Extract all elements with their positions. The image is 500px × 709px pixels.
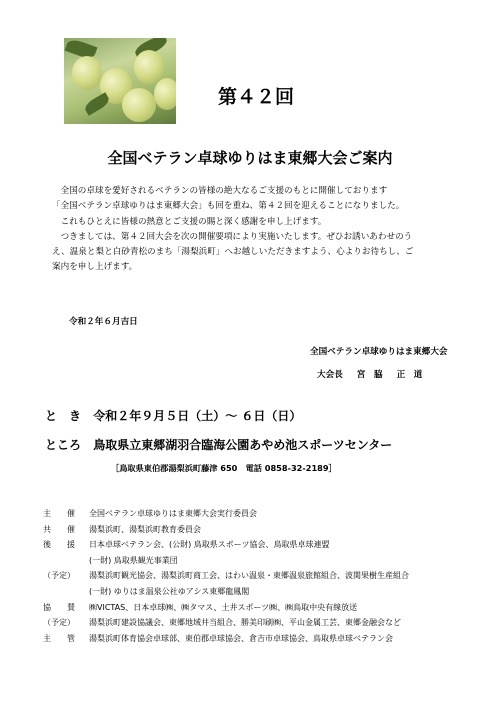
info-label: （予定） <box>43 618 75 628</box>
info-row <box>43 568 409 584</box>
sender-president <box>317 368 422 380</box>
info-label <box>43 553 89 569</box>
organizer-info <box>43 506 409 646</box>
info-label: 主 管 <box>43 633 75 643</box>
page-title: 全国ベテラン卓球ゆりはま東郷大会ご案内 <box>107 149 393 167</box>
where-label: ところ <box>45 438 82 452</box>
info-text: 湯梨浜町建設協議会、東郷地域井当組合、勝美印刷㈱、平山金属工芸、東郷金融会など <box>89 618 401 628</box>
info-text: (一財) 鳥取県観光事業団 <box>89 555 178 565</box>
intro-line: これもひとえに皆様の熱意とご支援の賜と深く感謝を申し上げます。 <box>52 216 327 227</box>
info-text: 湯梨浜町体育協会卓球部、東伯郡卓球協会、倉吉市卓球協会、鳥取県卓球ベテラン会 <box>89 633 393 643</box>
info-label: 協 賛 <box>43 602 75 612</box>
edition-heading: 第４２回 <box>218 86 295 108</box>
intro-line: 全国の卓球を愛好されるベテランの皆様の絶大なるご支援のもとに開催しております <box>52 186 388 196</box>
pear-photo <box>64 38 176 124</box>
venue-address: ［鳥取県東伯郡湯梨浜町藤津 650 電話 0858-32-2189］ <box>111 463 337 473</box>
when-value: 令和２年９月５日（土）～ ６日（日） <box>93 409 302 423</box>
president-given-name: 正 道 <box>396 370 423 380</box>
info-label: 後 援 <box>43 540 75 550</box>
info-text: ㈱VICTAS、日本卓球㈱、㈱タマス、土井スポーツ㈱、㈱鳥取中央有線放送 <box>89 602 358 612</box>
event-where <box>45 436 392 453</box>
info-row <box>43 600 409 616</box>
info-text: 湯梨浜町観光協会、湯梨浜町商工会、はわい温泉・東郷温泉旅館組合、波関果樹生産組合 <box>89 571 409 581</box>
president-family-name: 宮 脇 <box>356 370 383 380</box>
intro-text <box>52 184 477 276</box>
info-label: 主 催 <box>43 509 75 518</box>
info-label: （予定） <box>43 571 75 581</box>
event-when <box>45 407 301 424</box>
info-row <box>43 553 409 569</box>
info-text: 湯梨浜町、湯梨浜町教育委員会 <box>89 524 201 534</box>
info-row <box>43 584 409 600</box>
info-label <box>43 584 89 600</box>
intro-line: え、温泉と梨と白砂青松のまち「湯梨浜町」へお越しいただきますよう、心よりお待ちし、ご <box>52 247 414 258</box>
info-row <box>43 631 409 647</box>
info-label: 共 催 <box>43 524 75 534</box>
president-title: 大会長 <box>317 370 343 380</box>
info-text: 全国ベテラン卓球ゆりはま東郷大会実行委員会 <box>89 509 257 518</box>
intro-line: つきましては、第４２回大会を次の開催要項により実施いたします。ぜひお誘いあわせのう <box>52 231 413 242</box>
where-value: 鳥取県立東郷湖羽合臨海公園あやめ池スポーツセンター <box>93 438 393 452</box>
sender-organization: 全国ベテラン卓球ゆりはま東郷大会 <box>310 347 448 357</box>
intro-line: 案内を申し上げます。 <box>52 262 138 273</box>
info-row <box>43 537 409 553</box>
info-row <box>43 522 409 538</box>
info-text: (一財) ゆりはま温泉公社ゆアシス東郷龍鳳閣 <box>89 586 250 596</box>
issue-date: 令和２年６月吉日 <box>69 317 138 327</box>
when-label: と き <box>45 409 82 423</box>
info-text: 日本卓球ベテラン会、(公財) 鳥取県スポーツ協会、鳥取県卓球連盟 <box>89 540 330 550</box>
intro-line: 「全国ベテラン卓球ゆりはま東郷大会」も回を重ね、第４２回を迎えることになりました。 <box>52 201 405 212</box>
info-row <box>43 506 409 522</box>
info-row <box>43 615 409 631</box>
